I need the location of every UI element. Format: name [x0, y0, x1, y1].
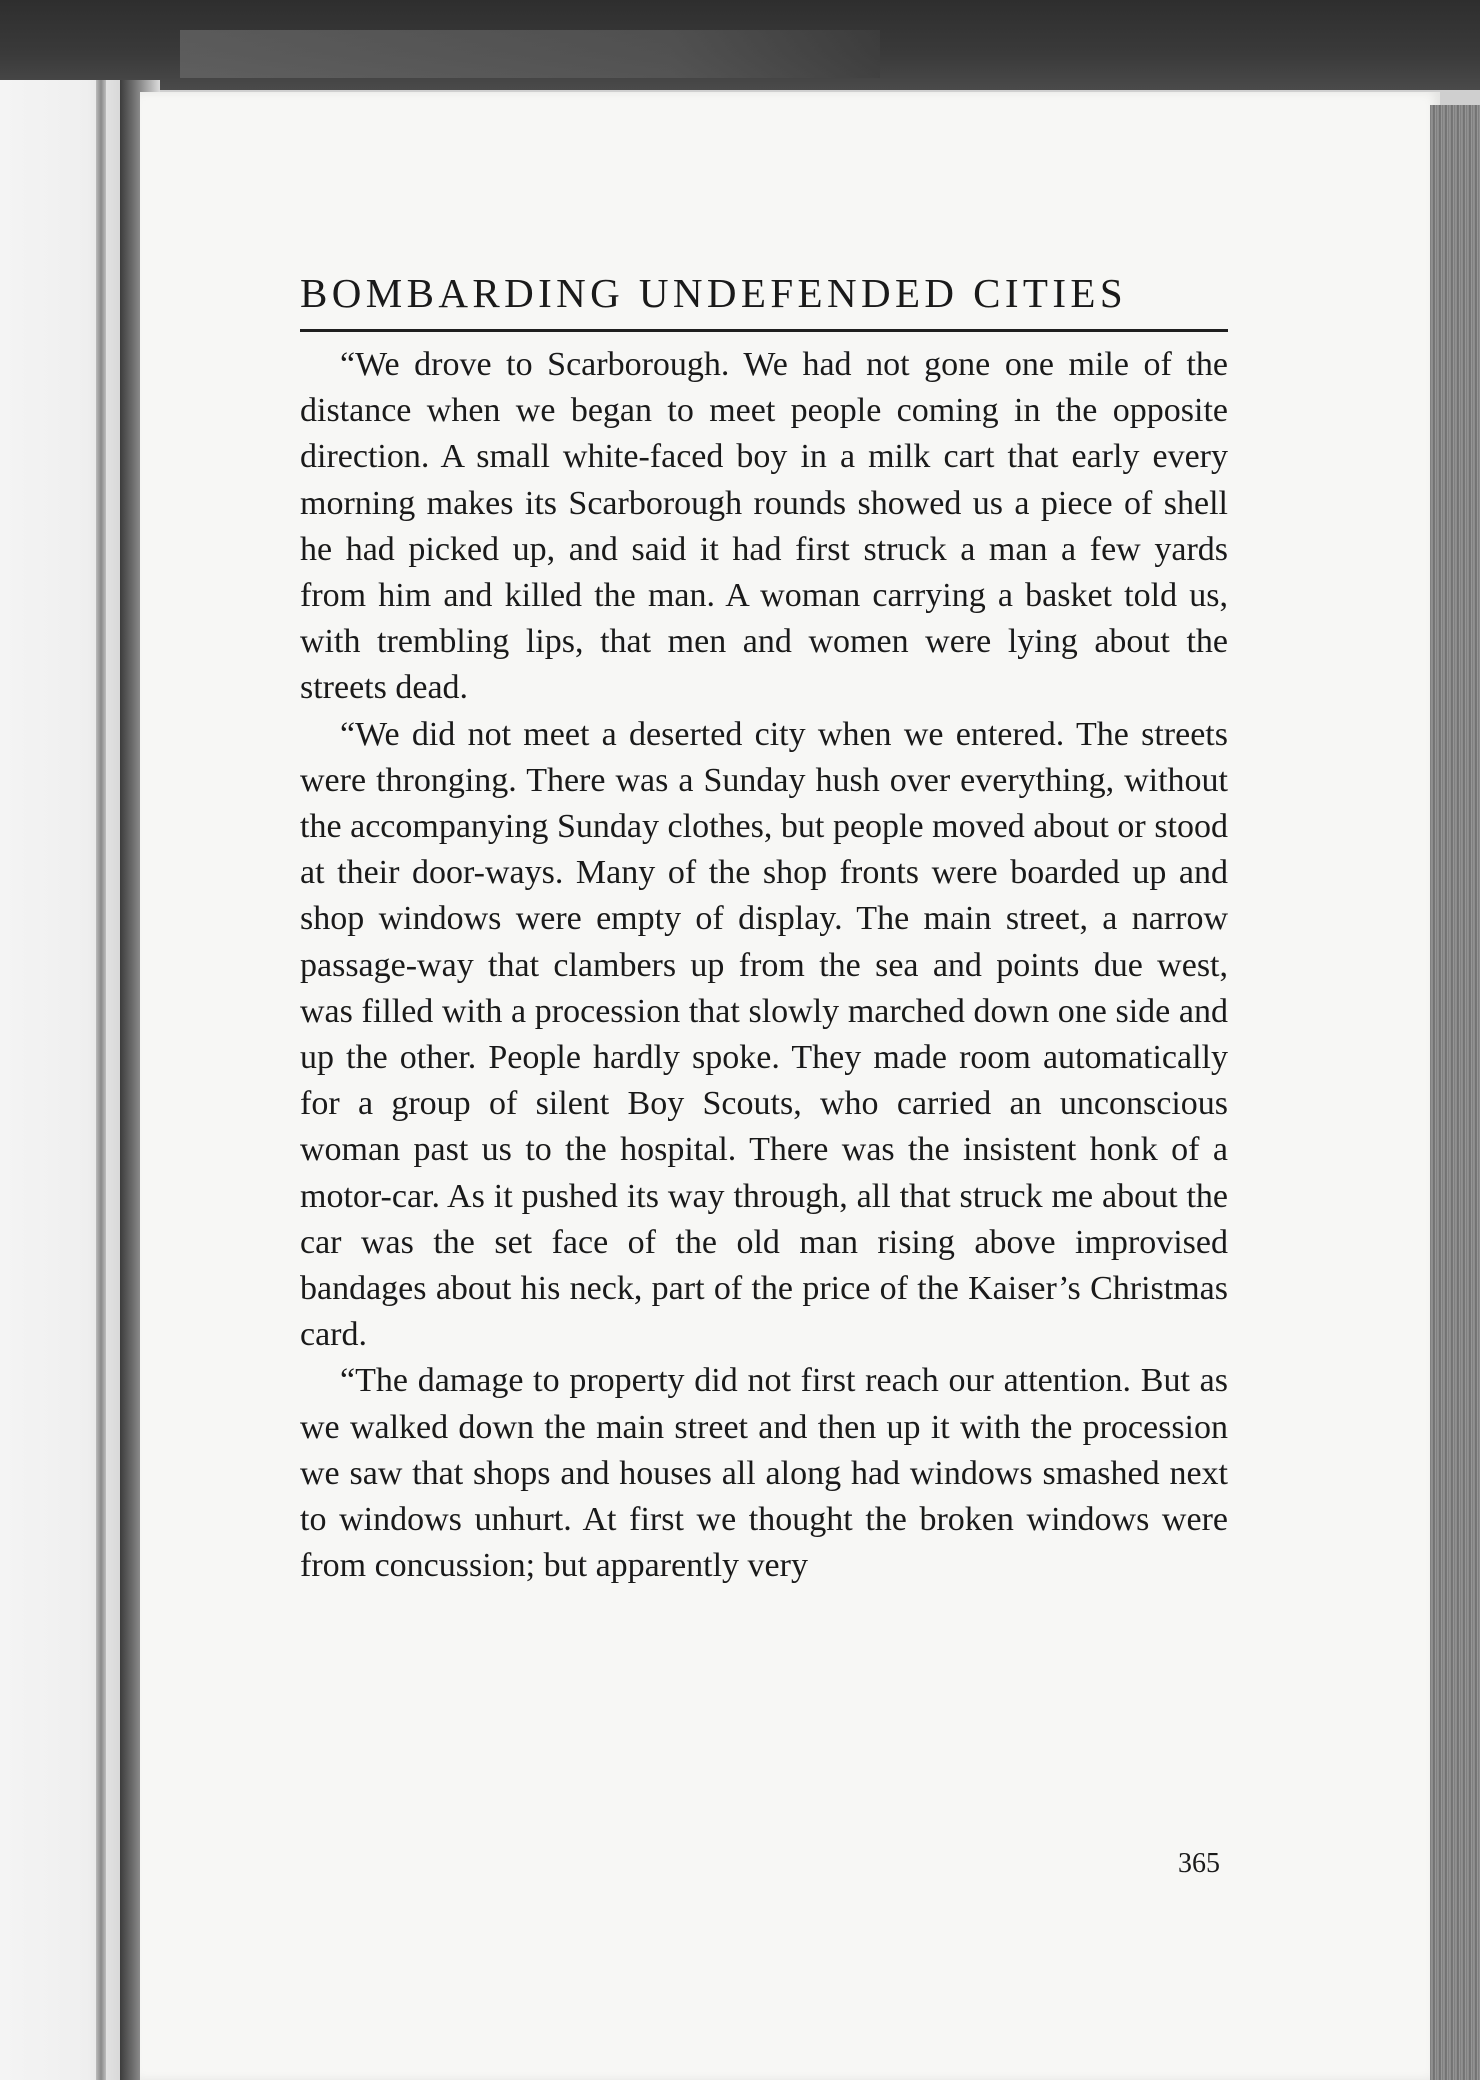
page-number: 365: [1178, 1848, 1220, 1879]
page-edges: [1430, 105, 1480, 2080]
page-text-block: [300, 265, 1228, 1589]
book-headband: [180, 30, 880, 78]
paragraph-2: “We did not meet a deserted city when we entered. The streets were thronging. There was a Sunday hush over everything, without the accompanying Sunday clothes, but people moved about or stood at their door-ways. Many of the shop fronts were boarded up and shop windows were empty of display. The main street, a narrow passage-way that clambers up from the sea and points due west, was filled with a procession that slowly marched down one side and up the other. People hardly spoke. They made room automatically for a group of silent Boy Scouts, who carried an unconscious woman past us to the hospital. There was the insistent honk of a motor-car. As it pushed its way through, all that struck me about the car was the set face of the old man rising above improvised bandages about his neck, part of the price of the Kaiser’s Christmas card.: [300, 715, 1228, 1354]
paragraph-3: “The damage to property did not first reach our attention. But as we walked down the main street and then up it with the procession we saw that shops and houses all along had windows smashed next to windows unhurt. At first we thought the broken windows were from concussion; but apparently very: [300, 1362, 1228, 1585]
running-head: BOMBARDING UNDEFENDED CITIES: [300, 265, 1228, 332]
left-page-edge: [96, 80, 106, 2080]
left-page: [0, 80, 125, 2080]
paragraph-1: “We drove to Scarborough. We had not gone one mile of the distance when we began to meet people coming in the opposite direction. A small white-faced boy in a milk cart that early every morning makes its Scarborough rounds showed us a piece of shell he had picked up, and said it had first struck a man a few yards from him and killed the man. A woman carrying a basket told us, with trembling lips, that men and women were lying about the streets dead.: [300, 346, 1228, 707]
